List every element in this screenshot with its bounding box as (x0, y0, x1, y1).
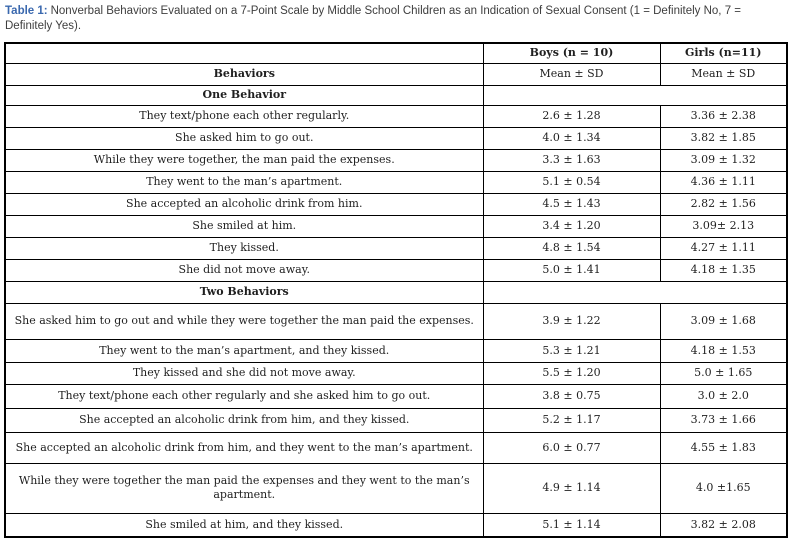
girls-value-cell: 2.82 ± 1.56 (660, 193, 787, 215)
table-row (5, 303, 787, 339)
behavior-cell: They text/phone each other regularly and she asked him to go out. (5, 384, 483, 408)
girls-value-cell: 3.73 ± 1.66 (660, 408, 787, 432)
boys-value-cell: 4.0 ± 1.34 (483, 127, 660, 149)
boys-value-cell: 3.3 ± 1.63 (483, 149, 660, 171)
section-header-one-behavior: One Behavior (5, 85, 483, 105)
table-caption-text: Nonverbal Behaviors Evaluated on a 7-Point Scale by Middle School Children as an Indication of Sexual Consent (1 = Definitely No, 7 = Definitely Yes). (5, 5, 742, 32)
table-caption-label: Table 1: (5, 5, 48, 17)
behavior-cell: She accepted an alcoholic drink from him, and they went to the man’s apartment. (5, 432, 483, 463)
girls-value-cell: 3.82 ± 2.08 (660, 513, 787, 537)
behaviors-column-header: Behaviors (5, 63, 483, 85)
girls-value-cell: 3.36 ± 2.38 (660, 105, 787, 127)
table-row (5, 149, 787, 171)
empty-corner-cell (5, 43, 483, 63)
boys-value-cell: 5.1 ± 1.14 (483, 513, 660, 537)
table-row (5, 215, 787, 237)
table-row (5, 237, 787, 259)
table-row (5, 362, 787, 384)
table-row (5, 259, 787, 281)
table-row (5, 513, 787, 537)
table-row (5, 127, 787, 149)
boys-value-cell: 3.8 ± 0.75 (483, 384, 660, 408)
table-row (5, 463, 787, 513)
boys-value-cell: 5.1 ± 0.54 (483, 171, 660, 193)
boys-value-cell: 4.9 ± 1.14 (483, 463, 660, 513)
table-row (5, 105, 787, 127)
behavior-cell: They text/phone each other regularly. (5, 105, 483, 127)
boys-column-header: Boys (n = 10) (483, 43, 660, 63)
behavior-cell: They went to the man’s apartment. (5, 171, 483, 193)
boys-value-cell: 4.8 ± 1.54 (483, 237, 660, 259)
table-row (5, 432, 787, 463)
boys-stat-header: Mean ± SD (483, 63, 660, 85)
section-header-two-behaviors: Two Behaviors (5, 281, 483, 303)
girls-value-cell: 5.0 ± 1.65 (660, 362, 787, 384)
boys-value-cell: 5.3 ± 1.21 (483, 339, 660, 362)
behavior-cell: She smiled at him. (5, 215, 483, 237)
section-header-row (5, 281, 787, 303)
boys-value-cell: 4.5 ± 1.43 (483, 193, 660, 215)
behavior-cell: She did not move away. (5, 259, 483, 281)
table-row (5, 339, 787, 362)
girls-value-cell: 4.55 ± 1.83 (660, 432, 787, 463)
girls-value-cell: 3.82 ± 1.85 (660, 127, 787, 149)
boys-value-cell: 5.2 ± 1.17 (483, 408, 660, 432)
girls-value-cell: 3.09± 2.13 (660, 215, 787, 237)
table-row (5, 171, 787, 193)
behavior-cell: She smiled at him, and they kissed. (5, 513, 483, 537)
boys-value-cell: 3.9 ± 1.22 (483, 303, 660, 339)
girls-value-cell: 3.0 ± 2.0 (660, 384, 787, 408)
table-row (5, 408, 787, 432)
boys-value-cell: 2.6 ± 1.28 (483, 105, 660, 127)
behavior-cell: She asked him to go out and while they were together the man paid the expenses. (5, 303, 483, 339)
girls-value-cell: 3.09 ± 1.32 (660, 149, 787, 171)
girls-value-cell: 4.18 ± 1.35 (660, 259, 787, 281)
girls-value-cell: 4.0 ±1.65 (660, 463, 787, 513)
girls-stat-header: Mean ± SD (660, 63, 787, 85)
behavior-cell: She accepted an alcoholic drink from him. (5, 193, 483, 215)
boys-value-cell: 6.0 ± 0.77 (483, 432, 660, 463)
girls-value-cell: 4.36 ± 1.11 (660, 171, 787, 193)
behavior-cell: They kissed and she did not move away. (5, 362, 483, 384)
girls-value-cell: 3.09 ± 1.68 (660, 303, 787, 339)
group-header-row (5, 43, 787, 63)
girls-value-cell: 4.18 ± 1.53 (660, 339, 787, 362)
empty-section-cell (483, 281, 787, 303)
section-header-row (5, 85, 787, 105)
behavior-cell: While they were together, the man paid the expenses. (5, 149, 483, 171)
empty-section-cell (483, 85, 787, 105)
table-row (5, 193, 787, 215)
stat-header-row (5, 63, 787, 85)
behavior-cell: They kissed. (5, 237, 483, 259)
behavior-cell: They went to the man’s apartment, and they kissed. (5, 339, 483, 362)
table-row (5, 384, 787, 408)
behavior-cell: She accepted an alcoholic drink from him, and they kissed. (5, 408, 483, 432)
boys-value-cell: 5.5 ± 1.20 (483, 362, 660, 384)
boys-value-cell: 3.4 ± 1.20 (483, 215, 660, 237)
behavior-cell: She asked him to go out. (5, 127, 483, 149)
table-caption (5, 4, 785, 34)
behavior-cell: While they were together the man paid the expenses and they went to the man’s apartment. (5, 463, 483, 513)
girls-column-header: Girls (n=11) (660, 43, 787, 63)
girls-value-cell: 4.27 ± 1.11 (660, 237, 787, 259)
boys-value-cell: 5.0 ± 1.41 (483, 259, 660, 281)
behaviors-table (4, 42, 788, 538)
